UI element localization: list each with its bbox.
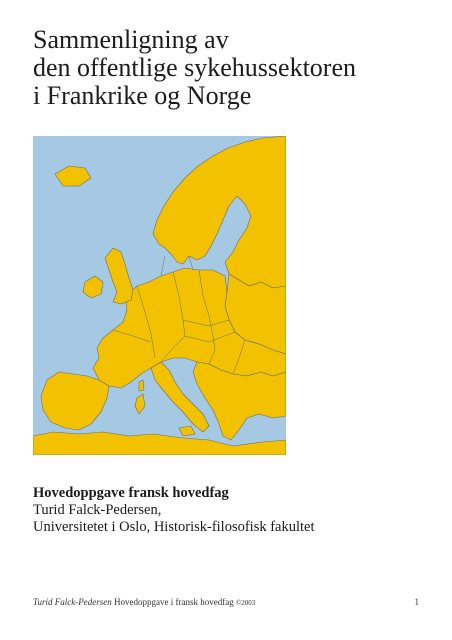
thesis-info bbox=[33, 485, 433, 536]
author-name: Turid Falck-Pedersen, bbox=[33, 502, 162, 518]
title-line-3: i Frankrike og Norge bbox=[33, 81, 252, 110]
document-title bbox=[33, 26, 433, 110]
title-line-2: den offentlige sykehussektoren bbox=[33, 53, 356, 82]
footer-author: Turid Falck-Pedersen bbox=[33, 597, 112, 607]
iberia-shape bbox=[41, 372, 109, 430]
institution-name: Universitetet i Oslo, Historisk-filosofisk fakultet bbox=[33, 519, 315, 535]
north-africa-shape bbox=[33, 432, 286, 455]
sardinia-shape bbox=[135, 394, 145, 414]
title-line-1: Sammenligning av bbox=[33, 25, 229, 54]
europe-map-graphic bbox=[33, 136, 286, 455]
europe-map-image bbox=[33, 136, 286, 455]
corsica-shape bbox=[139, 380, 144, 391]
great-britain-shape bbox=[105, 248, 133, 304]
page-footer bbox=[33, 597, 419, 607]
degree-label: Hovedoppgave fransk hovedfag bbox=[33, 485, 229, 501]
iceland-shape bbox=[55, 166, 91, 186]
sicily-shape bbox=[179, 426, 195, 436]
page-number: 1 bbox=[414, 597, 419, 607]
scandinavia-shape bbox=[153, 136, 286, 288]
footer-copyright: ©2003 bbox=[235, 599, 256, 607]
footer-title: Hovedoppgave i fransk hovedfag bbox=[113, 597, 234, 607]
ireland-shape bbox=[83, 276, 103, 298]
